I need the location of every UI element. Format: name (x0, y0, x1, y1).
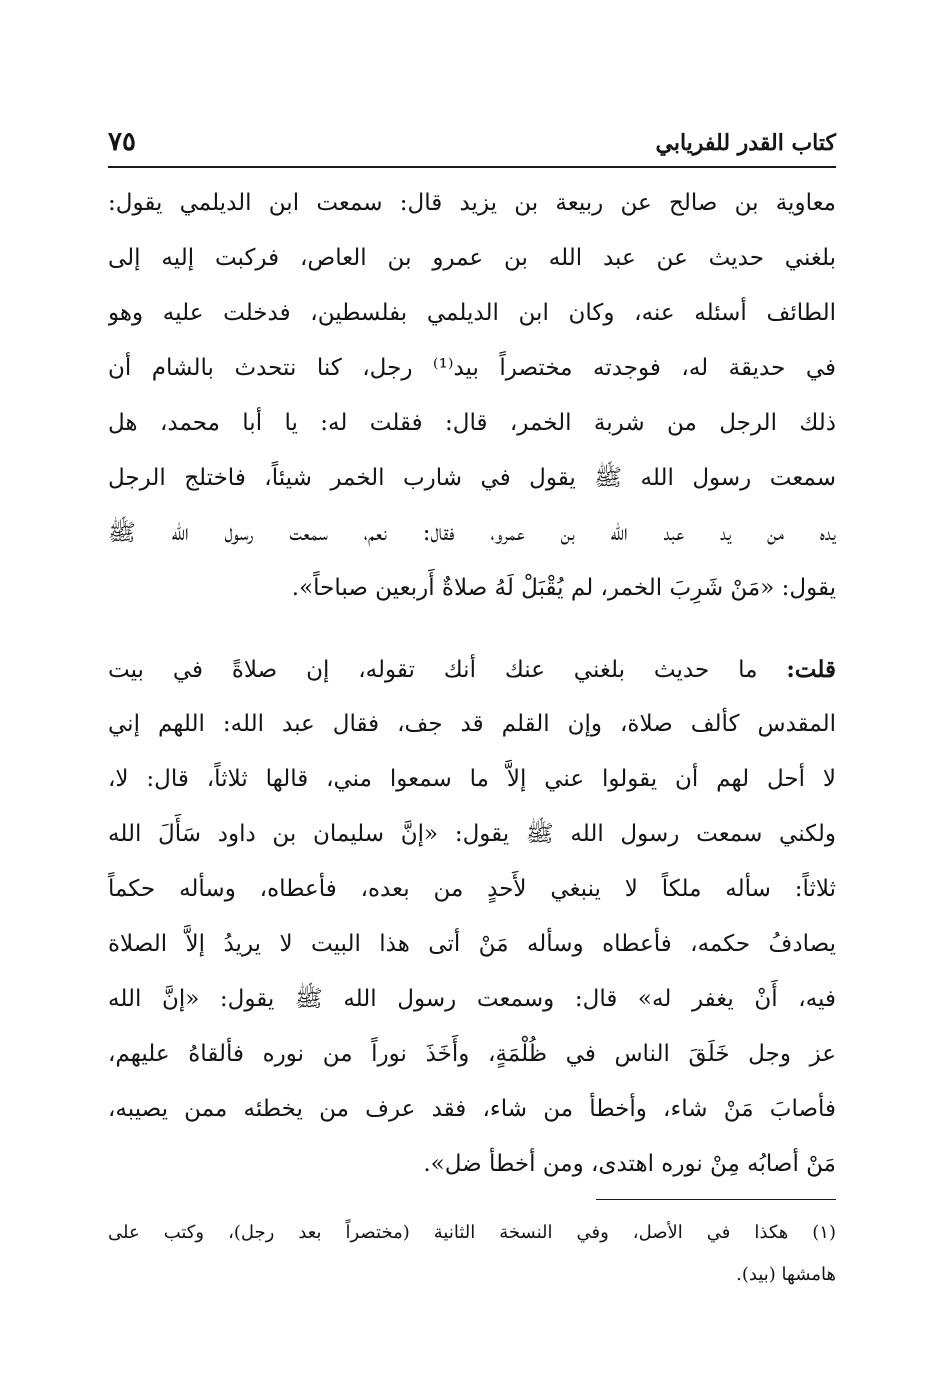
text-line: ذلك الرجل من شربة الخمر، قال: فقلت له: يا أبا محمد، هل (108, 410, 836, 436)
text-line: ولكني سمعت رسول الله ﷺ يقول: «إنَّ سليمان بن داود سَأَلَ الله (108, 821, 836, 847)
text-line-first (108, 642, 836, 697)
text-line: في حديقة له، فوجدته مختصراً بيد⁽¹⁾ رجل، كنا نتحدث بالشام أن (108, 355, 836, 381)
page-header (108, 118, 836, 166)
text-line: معاوية بن صالح عن ربيعة بن يزيد قال: سمعت ابن الديلمي يقول: (108, 190, 836, 216)
text-line: يصادفُ حكمه، فأعطاه وسأله مَنْ أتى هذا البيت لا يريدُ إلاَّ الصلاة (108, 931, 836, 957)
header-rule (108, 166, 836, 168)
text-line-rest: ما حديث بلغني عنك أنك تقوله، إن صلاةً في بيت (108, 657, 758, 683)
footnote-rule (596, 1199, 836, 1200)
text-line: عز وجل خَلَقَ الناس في ظُلْمَةٍ، وأَخَذَ نوراً من نوره فألقاهُ عليهم، (108, 1041, 836, 1067)
text-line: المقدس كألف صلاة، وإن القلم قد جف، فقال عبد الله: اللهم إني (108, 711, 836, 737)
paragraph-lead: قلت: (786, 656, 836, 683)
text-line: الطائف أسئله عنه، وكان ابن الديلمي بفلسطين، فدخلت عليه وهو (108, 300, 836, 326)
text-line: سمعت رسول الله ﷺ يقول في شارب الخمر شيئاً، فاختلج الرجل (108, 465, 836, 491)
text-line: يده من يد عبد الله بن عمرو، فقال: نعم، سمعت رسول الله ﷺ (108, 520, 836, 546)
text-line: يقول: «مَنْ شَرِبَ الخمر، لم يُقْبَلْ لَهُ صلاةٌ أَربعين صباحاً». (291, 575, 836, 601)
text-line: فيه، أَنْ يغفر له» قال: وسمعت رسول الله ﷺ يقول: «إنَّ الله (108, 986, 836, 1012)
paragraph-2 (108, 642, 836, 1192)
text-line: فأصابَ مَنْ شاء، وأخطأ من شاء، فقد عرف من يخطئه ممن يصيبه، (108, 1096, 836, 1122)
text-line: لا أحل لهم أن يقولوا عني إلاَّ ما سمعوا مني، قالها ثلاثاً، قال: لا، (108, 766, 836, 792)
footnote-line: (١) هكذا في الأصل، وفي النسخة الثانية (مختصراً بعد رجل)، وكتب على (108, 1222, 836, 1243)
running-title: كتاب القدر للفريابي (655, 130, 836, 156)
footnote (108, 1212, 836, 1296)
text-line: مَنْ أصابُه مِنْ نوره اهتدى، ومن أخطأ ضل». (423, 1151, 836, 1177)
text-line: ثلاثاً: سأله ملكاً لا ينبغي لأَحدٍ من بعده، فأعطاه، وسأله حكماً (108, 876, 836, 902)
footnote-line: هامشها (بيد). (736, 1264, 836, 1285)
text-line: بلغني حديث عن عبد الله بن عمرو بن العاص، فركبت إليه إلى (108, 245, 836, 271)
page-number: ٧٥ (108, 127, 136, 157)
paragraph-1 (108, 176, 836, 616)
